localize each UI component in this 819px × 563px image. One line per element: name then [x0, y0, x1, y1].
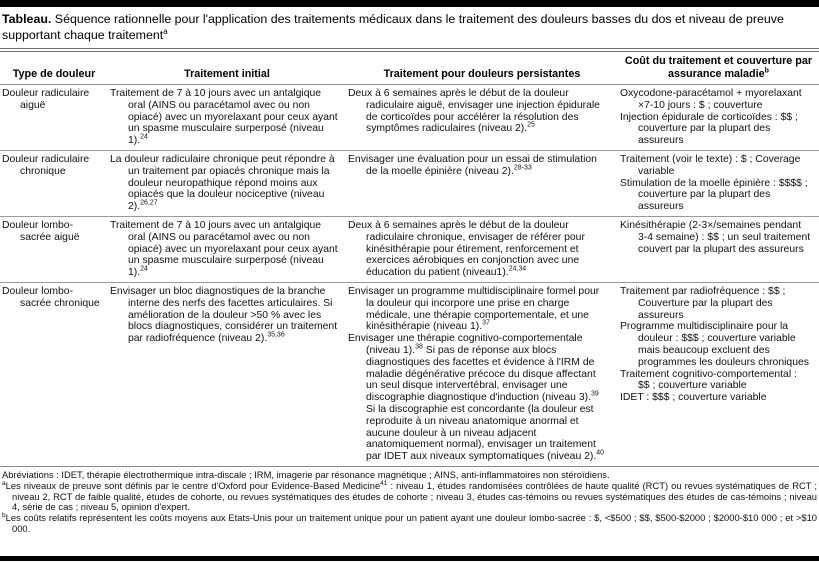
cell-persistent-pain-treatment: [346, 285, 618, 464]
cell-pain-type: [0, 87, 108, 148]
title-footnote-mark: a: [163, 26, 168, 36]
paragraph: Douleur radiculaire aiguë: [2, 88, 90, 111]
superscript-reference: a: [2, 479, 6, 487]
superscript-reference: 40: [596, 449, 605, 457]
cell-persistent-pain-treatment: [346, 153, 618, 214]
cell-initial-treatment: [108, 219, 346, 280]
paragraph: Programme multidisciplinaire pour la douleur : $$$ ; couverture variable mais beaucoup excluent des programmes les douleurs chroniques: [620, 321, 809, 368]
superscript-reference: 35,36: [267, 331, 285, 339]
paragraph: Envisager un programme multidisciplinaire formel pour la douleur qui incorpore une prise en charge médicale, une thérapie comportementale, et une kinésithérapie (niveau 1).$^{37}$: [348, 285, 600, 333]
paragraph: Injection épidurale de corticoïdes : $$ ; couverture par la plupart des assureurs: [620, 111, 798, 147]
paragraph: Traitement de 7 à 10 jours avec un antalgique oral (AINS ou paracétamol avec ou non opiacé) avec un myorelaxant pour ceux ayant un spasme musculaire surperposé (niveau 1).$^{24}$: [110, 219, 338, 279]
superscript-reference: 24: [140, 133, 148, 141]
paragraph: $^b$Les coûts relatifs représentent les coûts moyens aux Etats-Unis pour un traitement unique pour un patient ayant une douleur lombo-sacrée : $, <$500 ; $$, $500-$2000 ; $2000-$10 000 ; et >$10 000.: [2, 511, 817, 534]
cell-pain-type: [0, 153, 108, 214]
table-label: Tableau.: [2, 12, 52, 26]
cell-persistent-pain-treatment: [346, 219, 618, 280]
top-rule-bar: [0, 0, 819, 7]
superscript-reference: 41: [380, 479, 388, 487]
table-row-douleur-radiculaire-chronique: [0, 150, 819, 216]
paragraph: Deux à 6 semaines après le début de la douleur radiculaire aiguë, envisager une injection épidurale de corticoïdes pour accélérer la résolution des symptômes radiculaires (niveau 2).$^{25}$: [348, 88, 600, 135]
cell-cost-coverage: [618, 219, 819, 280]
paragraph: Douleur lombo-sacrée chronique: [2, 285, 100, 309]
paragraph: Douleur radiculaire chronique: [2, 153, 90, 177]
cell-pain-type: [0, 219, 108, 280]
cell-persistent-pain-treatment: [346, 87, 618, 148]
cell-initial-treatment: [108, 153, 346, 214]
paragraph: Envisager une thérapie cognitivo-comportementale (niveau 1).$^{38}$ Si pas de réponse aux blocs diagnostiques des facettes et évidence à l'IRM de maladie dégénérative précoce du disque affectant un seul disque intervertébral, envisager une discographie diagnostique d'induction (niveau 3).$^{39}$ Si la discographie est concordante (la douleur est reproduite à un niveau anatomique anormal et aucune douleur à un niveau adjacent anatomiquement normal), envisager un traitement par IDET aux niveaux symptomatiques (niveau 2).$^{40}$: [348, 333, 605, 463]
paragraph: Envisager un bloc diagnostiques de la branche interne des nerfs des facettes articulaires. Si amélioration de la douleur >50 % avec les blocs diagnostiques, considérer un traitement par radiofréquence (niveau 2).$^{35,36}$: [110, 285, 338, 345]
superscript-reference: b: [764, 66, 769, 74]
table-row-douleur-lombo-sacree-chronique: [0, 282, 819, 466]
paragraph: Abréviations : IDET, thérapie électrothermique intra-discale ; IRM, imagerie par résonance magnétique ; AINS, anti-inflammatoires non stéroïdiens.: [2, 468, 610, 480]
paragraph: Traitement de 7 à 10 jours avec un antalgique oral (AINS ou paracétamol avec ou non opiacé) avec un myorelaxant pour ceux ayant un spasme musculaire surperposé (niveau 1).$^{24}$: [110, 88, 338, 147]
paragraph: $^a$Les niveaux de preuve sont définis par le centre d'Oxford pour Evidence-Based Medicine$^{41}$ : niveau 1, études randomisées contrôlées de haute qualité (RCT) ou revues systématiques de RCT ; niveau 2, RCT de faible qualité, études de cohorte, ou revues systématiques des études de cohorte ; niveau 3, études cas-témoins ou revues systématiques des études de cas-témoins ; niveau 4, série de cas ; niveau 5, opinion d'expert.: [2, 479, 817, 513]
superscript-reference: 38: [415, 343, 423, 351]
superscript-reference: 25: [527, 121, 535, 129]
paragraph: Oxycodone-paracétamol + myorelaxant ×7-10 jours : $ ; couverture: [620, 88, 802, 111]
paragraph: La douleur radiculaire chronique peut répondre à un traitement par opiacés chronique mais la douleur neuropathique répond moins aux opiacés que la douleur nociceptive (niveau 2).$^{26,27}$: [110, 153, 335, 213]
paragraph: Douleur lombo-sacrée aiguë: [2, 219, 80, 243]
superscript-reference: b: [2, 511, 6, 519]
paragraph: Traitement (voir le texte) : $ ; Coverage variable: [620, 153, 801, 177]
paragraph: Stimulation de la moelle épinière : $$$$ ; couverture par la plupart des assureurs: [620, 177, 808, 213]
cell-pain-type: [0, 285, 108, 464]
table-title-text: Séquence rationnelle pour l'application des traitements médicaux dans le traitement des douleurs basses du dos et niveau de preuve supportant chaque traitement: [2, 12, 784, 42]
superscript-reference: 37: [482, 319, 490, 327]
cell-initial-treatment: [108, 285, 346, 464]
superscript-reference: 24: [140, 265, 148, 273]
cell-cost-coverage: [618, 153, 819, 214]
table-title: [0, 7, 819, 48]
table-footnotes: [0, 467, 819, 537]
column-header-type-de-douleur: Type de douleur: [12, 67, 96, 80]
paragraph: Traitement cognitivo-comportemental : $$ ; couverture variable: [620, 368, 797, 392]
column-header-traitement-persistantes: Traitement pour douleurs persistantes: [383, 67, 581, 80]
column-header-cout-couverture: Coût du traitement et couverture par assurance maladie$^b$: [624, 55, 813, 80]
table-row-douleur-radiculaire-aigue: [0, 85, 819, 150]
superscript-reference: 24,34: [508, 265, 527, 273]
superscript-reference: 26,27: [140, 199, 158, 207]
paragraph: IDET : $$$ ; couverture variable: [620, 392, 767, 404]
paragraph: Traitement par radiofréquence : $$ ; Couverture par la plupart des assureurs: [620, 285, 786, 321]
table-header-row: [0, 52, 819, 85]
table-row-douleur-lombo-sacree-aigue: [0, 216, 819, 282]
cell-cost-coverage: [618, 87, 819, 148]
paragraph: Deux à 6 semaines après le début de la douleur radiculaire chronique, envisager de référer pour kinésithérapie pour étirement, renforcement et exercices aérobiques en conjonction avec une éducation du patient (niveau1).$^{24,34}$: [348, 219, 585, 279]
paragraph: Envisager une évaluation pour un essai de stimulation de la moelle épinière (niveau 2).$^{28-33}$: [348, 153, 597, 177]
cell-initial-treatment: [108, 87, 346, 148]
column-header-traitement-initial: Traitement initial: [184, 67, 270, 80]
cell-cost-coverage: [618, 285, 819, 464]
superscript-reference: 39: [590, 390, 599, 398]
paragraph: Kinésithérapie (2-3×/semaines pendant 3-4 semaine) : $$ ; un seul traitement couvert par la plupart des assureurs: [620, 219, 811, 255]
bottom-rule-bar: [0, 556, 819, 561]
superscript-reference: 28-33: [513, 164, 532, 172]
table-body: [0, 85, 819, 467]
